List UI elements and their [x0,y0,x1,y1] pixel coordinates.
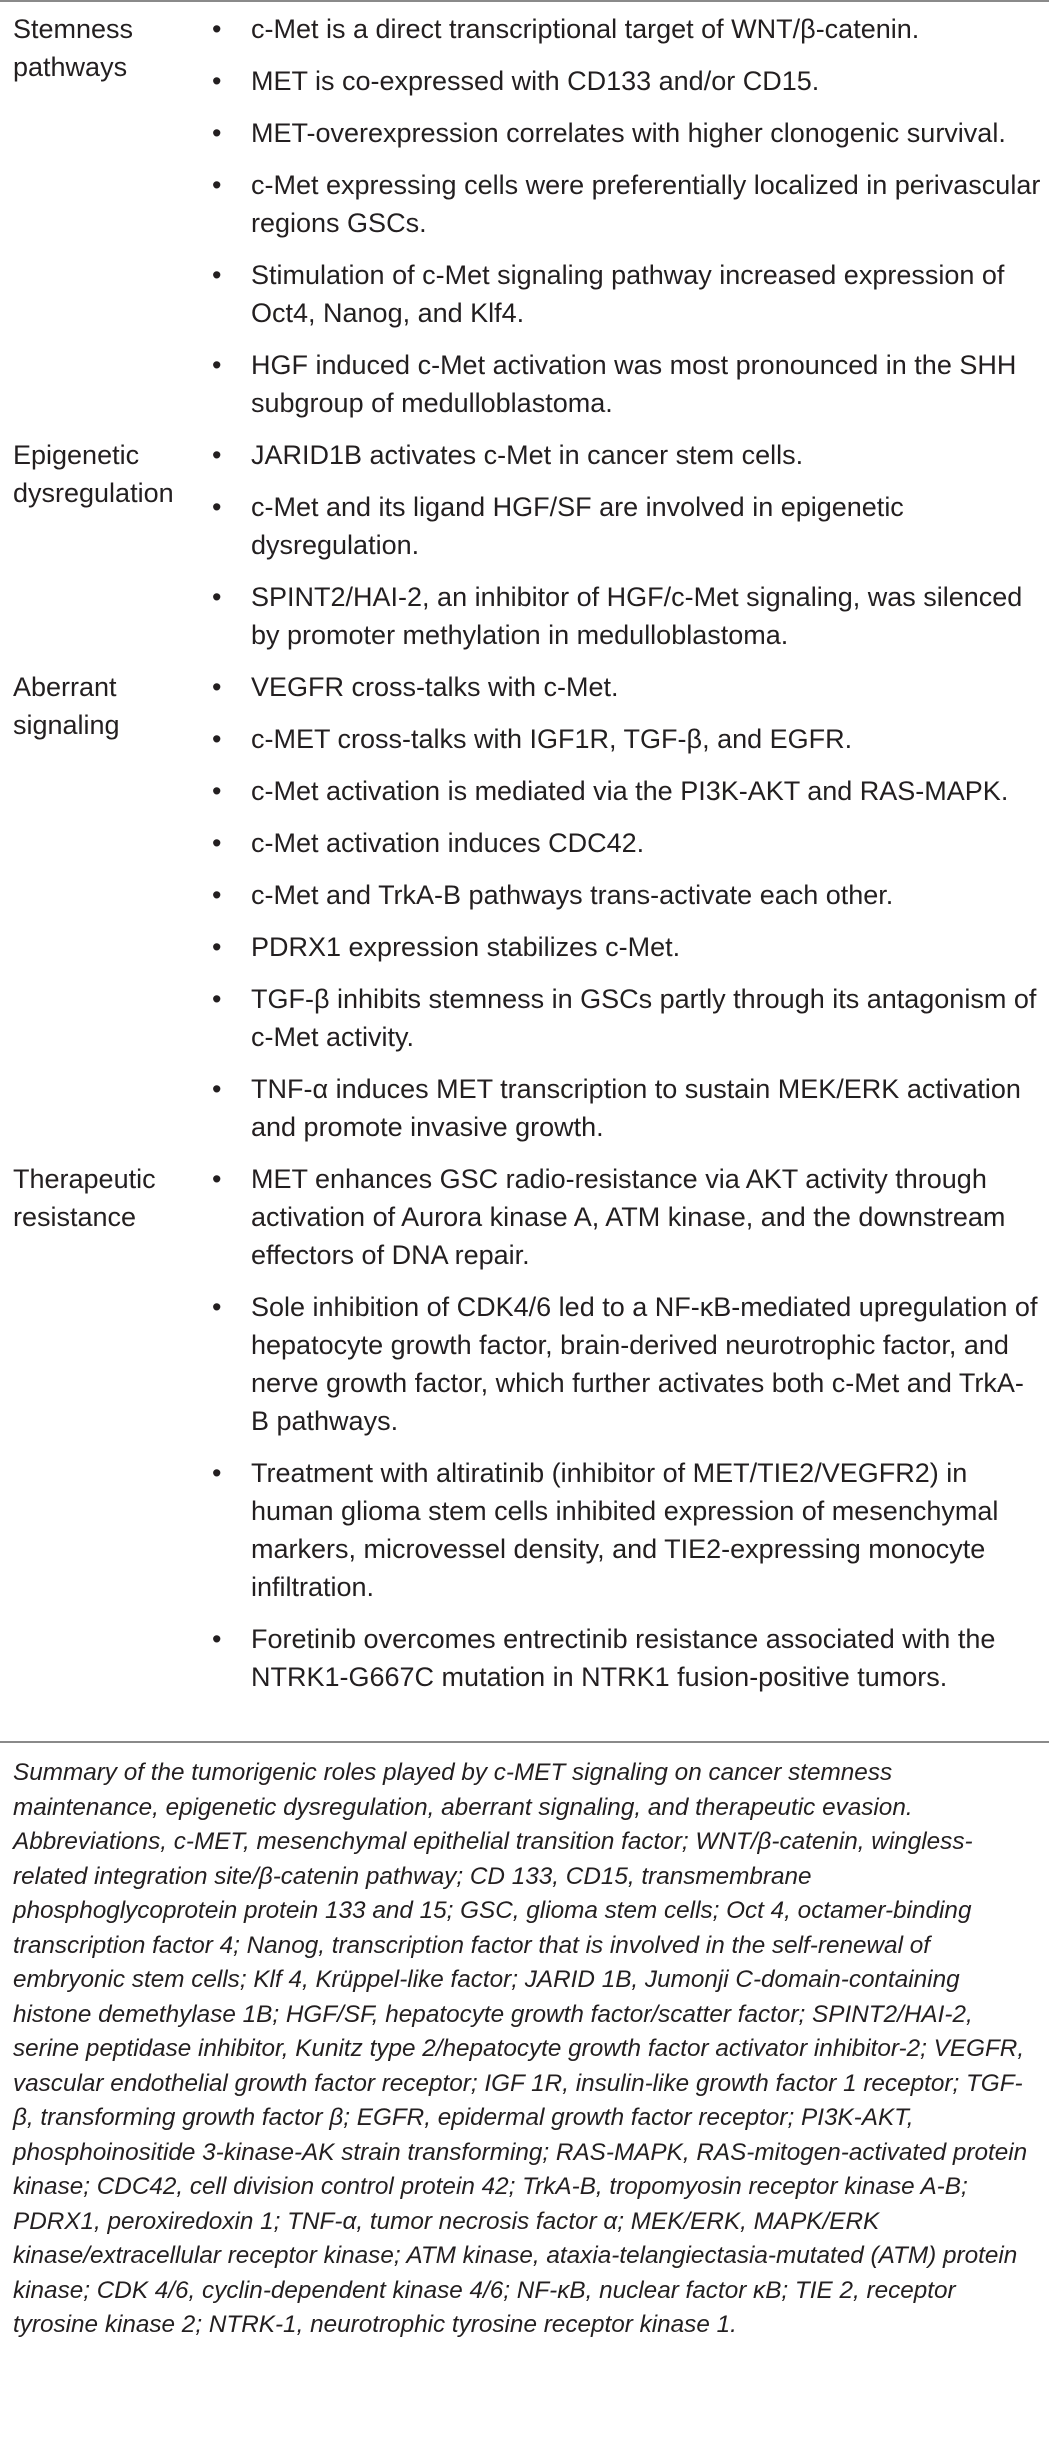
bullet-icon: • [212,1624,222,1654]
list-item-text: Sole inhibition of CDK4/6 led to a NF-κB-mediated upregulation of hepatocyte growth factor, brain-derived neurotrophic factor, and nerve growth factor, which further activates both c-Met and TrkA-B pathways. [251,1292,1038,1436]
bullet-icon: • [212,260,222,290]
list-item-text: TNF-α induces MET transcription to sustain MEK/ERK activation and promote invasive growth. [251,1074,1021,1142]
category-cell: Aberrant signaling [13,672,120,740]
bullet-icon: • [212,724,222,754]
list-item [210,668,1041,706]
bullet-icon: • [212,118,222,148]
list-item-text: Stimulation of c-Met signaling pathway increased expression of Oct4, Nanog, and Klf4. [251,260,1005,328]
bullet-icon: • [212,1164,222,1194]
list-item [210,166,1041,242]
list-item [210,720,1041,758]
list-item [210,980,1041,1056]
bullet-icon: • [212,350,222,380]
list-item-text: MET is co-expressed with CD133 and/or CD15. [251,66,820,96]
table-caption: Summary of the tumorigenic roles played by c-MET signaling on cancer stemness maintenance, epigenetic dysregulation, aberrant signaling, and therapeutic evasion. Abbreviations, c-MET, mesenchymal epithelial transition factor; WNT/β-catenin, wingless-related integration site/β-catenin pathway; CD 133, CD15, transmembrane phosphoglycoprotein protein 133 and 15; GSC, glioma stem cells; Oct 4, octamer-binding transcription factor 4; Nanog, transcription factor that is involved in the self-renewal of embryonic stem cells; Klf 4, Krüppel-like factor; JARID 1B, Jumonji C-domain-containing histone demethylase 1B; HGF/SF, hepatocyte growth factor/scatter factor; SPINT2/HAI-2, serine peptidase inhibitor, Kunitz type 2/hepatocyte growth factor activator inhibitor-2; VEGFR, vascular endothelial growth factor receptor; IGF 1R, insulin-like growth factor 1 receptor; TGF-β, transforming growth factor β; EGFR, epidermal growth factor receptor; PI3K-AKT, phosphoinositide 3-kinase-AK strain transforming; RAS-MAPK, RAS-mitogen-activated protein kinase; CDC42, cell division control protein 42; TrkA-B, tropomyosin receptor kinase A-B; PDRX1, peroxiredoxin 1; TNF-α, tumor necrosis factor α; MEK/ERK, MAPK/ERK kinase/extracellular receptor kinase; ATM kinase, ataxia-telangiectasia-mutated (ATM) protein kinase; CDK 4/6, cyclin-dependent kinase 4/6; NF-κB, nuclear factor κB; TIE 2, receptor tyrosine kinase 2; NTRK-1, neurotrophic tyrosine receptor kinase 1. [13,1759,1028,2338]
bullet-list [210,1160,1041,1696]
list-item [210,488,1041,564]
list-item-text: PDRX1 expression stabilizes c-Met. [251,932,681,962]
list-item-text: HGF induced c-Met activation was most pronounced in the SHH subgroup of medulloblastoma. [251,350,1017,418]
bullet-list [210,10,1041,422]
list-item [210,876,1041,914]
list-item-text: MET enhances GSC radio-resistance via AKT activity through activation of Aurora kinase A, ATM kinase, and the downstream effectors of DNA repair. [251,1164,1006,1270]
bullet-list [210,436,1041,654]
list-item [210,772,1041,810]
list-item-text: SPINT2/HAI-2, an inhibitor of HGF/c-Met signaling, was silenced by promoter methylation in medulloblastoma. [251,582,1023,650]
bullet-icon: • [212,984,222,1014]
list-item [210,346,1041,422]
bullet-list [210,668,1041,1146]
list-item-text: c-Met and its ligand HGF/SF are involved in epigenetic dysregulation. [251,492,904,560]
category-cell: Epigenetic dysregulation [13,440,174,508]
list-item-text: c-Met activation induces CDC42. [251,828,645,858]
list-item [210,578,1041,654]
bullet-icon: • [212,776,222,806]
list-item-text: c-Met activation is mediated via the PI3K-AKT and RAS-MAPK. [251,776,1009,806]
list-item-text: c-MET cross-talks with IGF1R, TGF-β, and EGFR. [251,724,853,754]
caption-rule [0,1741,1049,1743]
bullet-icon: • [212,170,222,200]
list-item [210,114,1041,152]
list-item [210,1454,1041,1606]
bullet-icon: • [212,66,222,96]
list-item [210,1288,1041,1440]
bullet-icon: • [212,440,222,470]
bullet-icon: • [212,828,222,858]
table-row [0,436,1049,668]
table-row [0,10,1049,436]
bullet-icon: • [212,672,222,702]
category-cell: Therapeutic resistance [13,1164,156,1232]
list-item-text: c-Met expressing cells were preferentially localized in perivascular regions GSCs. [251,170,1041,238]
list-item [210,436,1041,474]
list-item [210,1070,1041,1146]
list-item [210,10,1041,48]
list-item-text: TGF-β inhibits stemness in GSCs partly through its antagonism of c-Met activity. [251,984,1037,1052]
bullet-icon: • [212,1074,222,1104]
bullet-icon: • [212,1292,222,1322]
list-item [210,256,1041,332]
category-cell: Stemness pathways [13,14,134,82]
list-item [210,824,1041,862]
bullet-icon: • [212,880,222,910]
list-item-text: Treatment with altiratinib (inhibitor of MET/TIE2/VEGFR2) in human glioma stem cells inhibited expression of mesenchymal markers, microvessel density, and TIE2-expressing monocyte infiltration. [251,1458,999,1602]
bullet-icon: • [212,932,222,962]
list-item-text: JARID1B activates c-Met in cancer stem cells. [251,440,804,470]
bullet-icon: • [212,492,222,522]
list-item [210,1620,1041,1696]
table-row [0,668,1049,1160]
bullet-icon: • [212,1458,222,1488]
bullet-icon: • [212,14,222,44]
bullet-icon: • [212,582,222,612]
list-item-text: c-Met and TrkA-B pathways trans-activate each other. [251,880,894,910]
summary-table [0,10,1049,1710]
top-rule [0,0,1049,2]
list-item [210,62,1041,100]
list-item [210,1160,1041,1274]
list-item-text: Foretinib overcomes entrectinib resistance associated with the NTRK1-G667C mutation in NTRK1 fusion-positive tumors. [251,1624,996,1692]
table-row [0,1160,1049,1710]
list-item [210,928,1041,966]
list-item-text: MET-overexpression correlates with higher clonogenic survival. [251,118,1006,148]
list-item-text: c-Met is a direct transcriptional target of WNT/β-catenin. [251,14,920,44]
list-item-text: VEGFR cross-talks with c-Met. [251,672,619,702]
